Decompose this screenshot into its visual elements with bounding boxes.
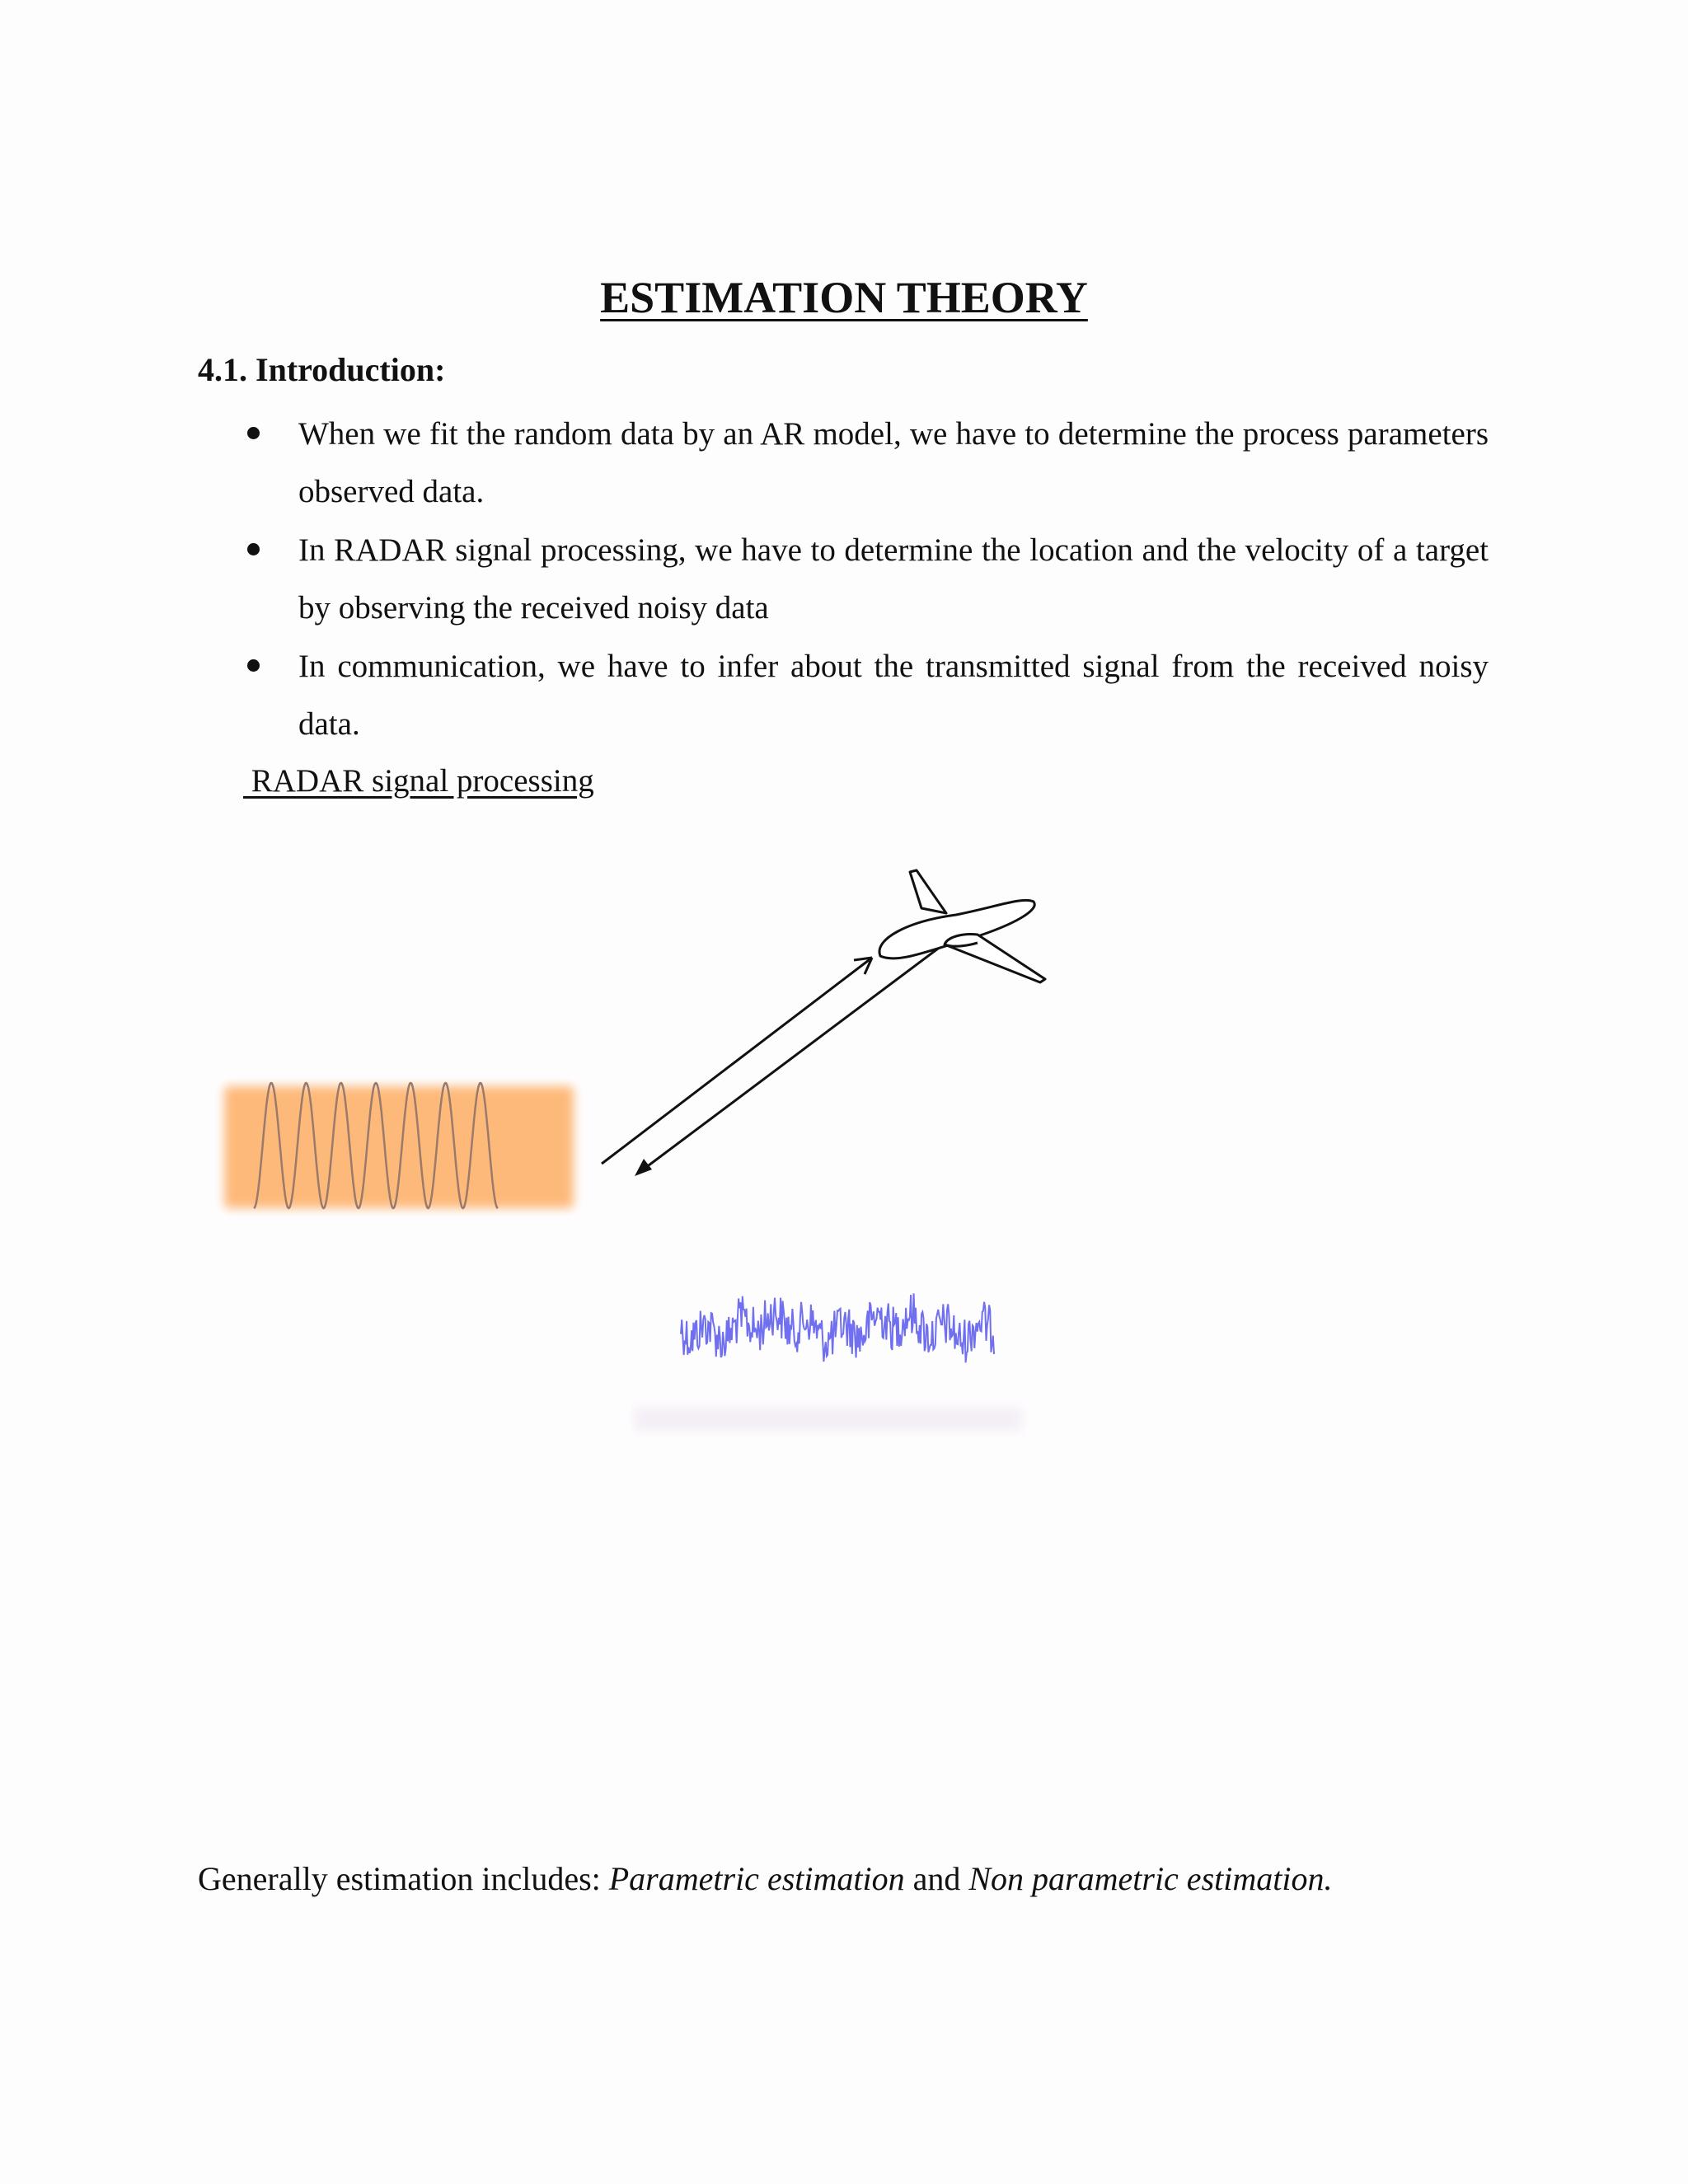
footer-connector: and <box>904 1860 969 1897</box>
noise-wave-icon <box>681 1293 994 1362</box>
sine-wave-icon <box>254 1083 498 1208</box>
arrow-icon <box>602 958 872 1164</box>
nonparametric-term: Non parametric estimation. <box>968 1860 1333 1897</box>
bullet-text: When we fit the random data by an AR model, we have to determine the process parameters observed data. <box>298 416 1489 509</box>
arrow-icon <box>635 941 948 1176</box>
bullet-text: In RADAR signal processing, we have to determine the location and the velocity of a target by observing the received noisy data <box>298 532 1489 626</box>
footer-prefix: Generally estimation includes: <box>198 1860 609 1897</box>
airplane-icon <box>879 870 1045 982</box>
page-title: ESTIMATION THEORY <box>600 273 1088 322</box>
bullet-text: In communication, we have to infer about the transmitted signal from the received noisy data. <box>298 649 1489 742</box>
figure-caption: RADAR signal processing <box>243 763 594 799</box>
footer-text <box>198 1859 1332 1898</box>
parametric-term: Parametric estimation <box>608 1860 905 1897</box>
section-heading: 4.1. Introduction: <box>198 351 446 388</box>
